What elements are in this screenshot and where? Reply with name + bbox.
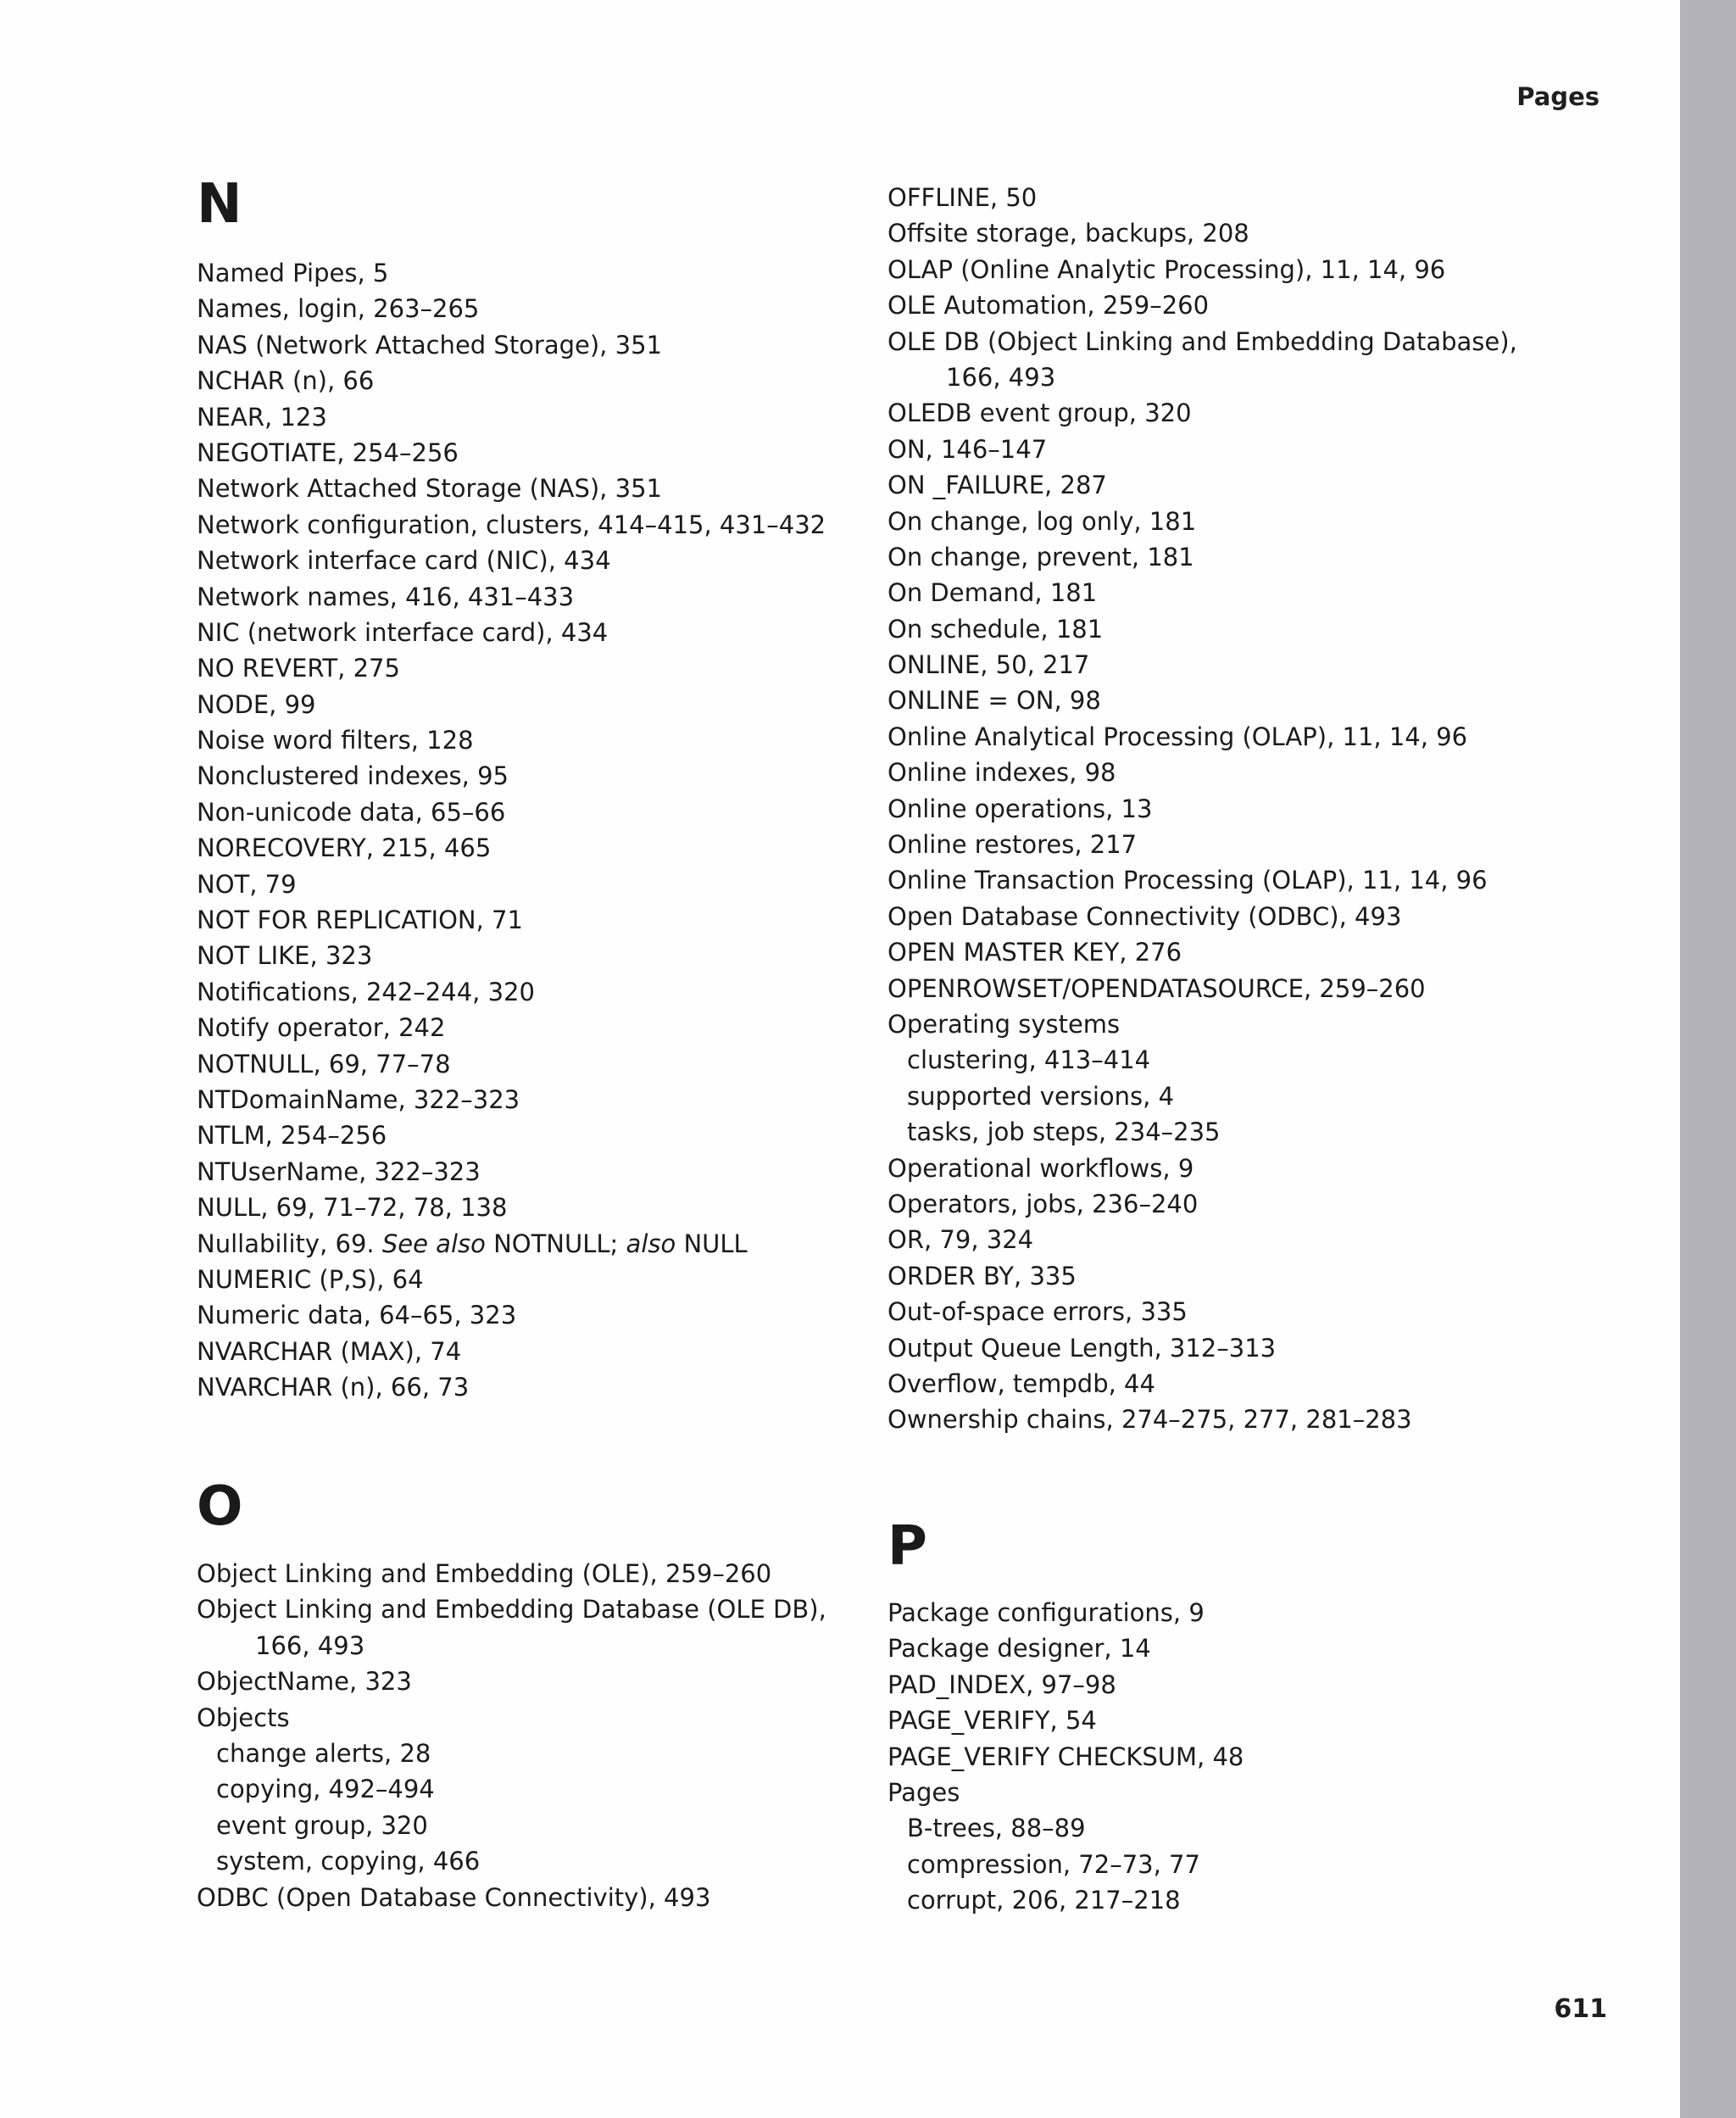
- index-entry: NCHAR (n), 66: [197, 366, 375, 396]
- index-entry: ORDER BY, 335: [887, 1261, 1077, 1290]
- index-entry: Network names, 416, 431–433: [197, 582, 575, 611]
- index-entry: NULL, 69, 71–72, 78, 138: [197, 1193, 508, 1223]
- index-entry: On change, log only, 181: [887, 506, 1197, 536]
- index-entry: Package configurations, 9: [887, 1598, 1205, 1627]
- index-entry: OLE Automation, 259–260: [887, 291, 1210, 320]
- index-entry: Object Linking and Embedding Database (OLE DB),: [197, 1595, 826, 1625]
- see-also-label: See also: [381, 1229, 486, 1258]
- index-entry: On Demand, 181: [887, 578, 1098, 608]
- index-entry: NVARCHAR (n), 66, 73: [197, 1373, 470, 1402]
- index-entry: ON _FAILURE, 287: [887, 471, 1107, 500]
- index-entry: Network Attached Storage (NAS), 351: [197, 474, 662, 504]
- section-letter-o: O: [197, 1475, 243, 1538]
- index-entry: NEGOTIATE, 254–256: [197, 438, 459, 467]
- index-entry: Nonclustered indexes, 95: [197, 761, 509, 791]
- index-entry: NTLM, 254–256: [197, 1121, 387, 1151]
- index-entry: OFFLINE, 50: [887, 183, 1038, 212]
- index-entry: On change, prevent, 181: [887, 542, 1194, 571]
- index-entry: OLE DB (Object Linking and Embedding Database),: [887, 326, 1517, 356]
- section-letter-p: P: [887, 1515, 927, 1578]
- cross-reference: NOTNULL;: [485, 1229, 626, 1258]
- index-entry: Overflow, tempdb, 44: [887, 1368, 1155, 1398]
- index-entry-nullability: [197, 1226, 892, 1262]
- cross-reference: NULL: [676, 1229, 748, 1258]
- index-entry: Open Database Connectivity (ODBC), 493: [887, 901, 1402, 931]
- index-entry: NO REVERT, 275: [197, 654, 400, 683]
- index-entry: ON, 146–147: [887, 434, 1048, 464]
- index-entry: Objects: [197, 1703, 290, 1732]
- index-entry: Online indexes, 98: [887, 758, 1116, 788]
- index-entry: Network interface card (NIC), 434: [197, 546, 611, 576]
- index-entry: Online Transaction Processing (OLAP), 11, 14, 96: [887, 866, 1488, 895]
- index-entry: ONLINE, 50, 217: [887, 650, 1090, 680]
- index-entry-continuation: 166, 493: [946, 362, 1056, 392]
- index-entry: NIC (network interface card), 434: [197, 617, 609, 647]
- index-entry: Online Analytical Processing (OLAP), 11, 14, 96: [887, 722, 1468, 751]
- index-entry: Pages: [887, 1777, 960, 1807]
- index-entry: PAGE_VERIFY CHECKSUM, 48: [887, 1742, 1244, 1771]
- section-n-entries: [197, 255, 892, 1406]
- index-entry-continuation: 166, 493: [255, 1630, 365, 1660]
- index-entry: NOTNULL, 69, 77–78: [197, 1049, 451, 1079]
- index-entry: OPEN MASTER KEY, 276: [887, 938, 1182, 967]
- index-entry: NTUserName, 322–323: [197, 1157, 481, 1186]
- nullability-text: Nullability, 69.: [197, 1229, 382, 1258]
- index-entry: Network configuration, clusters, 414–415, 431–432: [197, 510, 826, 539]
- index-entry: ObjectName, 323: [197, 1667, 412, 1697]
- section-o-entries-left: [197, 1556, 892, 1915]
- index-subentry: clustering, 413–414: [907, 1045, 1151, 1075]
- index-entry: Object Linking and Embedding (OLE), 259–260: [197, 1559, 772, 1588]
- index-entry: Noise word filters, 128: [197, 726, 474, 755]
- index-entry: Names, login, 263–265: [197, 294, 480, 324]
- index-subentry: event group, 320: [216, 1810, 428, 1840]
- index-entry: PAD_INDEX, 97–98: [887, 1669, 1116, 1699]
- index-subentry: copying, 492–494: [216, 1775, 435, 1804]
- index-entry: NORECOVERY, 215, 465: [197, 833, 492, 863]
- index-entry: NUMERIC (P,S), 64: [197, 1264, 424, 1294]
- index-entry: Out-of-space errors, 335: [887, 1297, 1188, 1327]
- index-entry: Output Queue Length, 312–313: [887, 1333, 1277, 1363]
- index-entry: NEAR, 123: [197, 402, 327, 432]
- section-o-entries-right: [887, 180, 1583, 1438]
- page-edge-strip: [1680, 0, 1736, 2118]
- index-subentry: tasks, job steps, 234–235: [907, 1118, 1221, 1147]
- index-entry: Notify operator, 242: [197, 1013, 446, 1043]
- section-letter-n: N: [197, 173, 242, 236]
- section-p-entries: [887, 1595, 1583, 1919]
- index-entry: OPENROWSET/OPENDATASOURCE, 259–260: [887, 973, 1426, 1003]
- page-number: 611: [1554, 1994, 1607, 2024]
- index-entry: Non-unicode data, 65–66: [197, 797, 506, 827]
- index-entry: Operating systems: [887, 1009, 1121, 1039]
- index-entry: Operational workflows, 9: [887, 1153, 1194, 1183]
- index-subentry: compression, 72–73, 77: [907, 1849, 1200, 1879]
- also-label: also: [626, 1229, 676, 1258]
- index-entry: OLAP (Online Analytic Processing), 11, 14, 96: [887, 254, 1446, 284]
- index-entry: NODE, 99: [197, 689, 316, 719]
- index-entry: Online restores, 217: [887, 830, 1138, 860]
- index-entry: PAGE_VERIFY, 54: [887, 1706, 1097, 1736]
- index-entry: OR, 79, 324: [887, 1225, 1034, 1255]
- index-entry: NAS (Network Attached Storage), 351: [197, 330, 662, 360]
- index-entry: Numeric data, 64–65, 323: [197, 1301, 517, 1330]
- index-entry: Operators, jobs, 236–240: [887, 1189, 1199, 1218]
- index-entry: OLEDB event group, 320: [887, 399, 1192, 428]
- index-entry: NOT LIKE, 323: [197, 941, 373, 971]
- index-subentry: corrupt, 206, 217–218: [907, 1886, 1181, 1915]
- index-subentry: system, copying, 466: [216, 1847, 481, 1876]
- index-entry: Notifications, 242–244, 320: [197, 977, 535, 1006]
- index-entry: ONLINE = ON, 98: [887, 686, 1101, 716]
- index-entry: NVARCHAR (MAX), 74: [197, 1336, 462, 1366]
- index-subentry: change alerts, 28: [216, 1738, 431, 1768]
- index-subentry: B-trees, 88–89: [907, 1814, 1086, 1843]
- index-entry: Ownership chains, 274–275, 277, 281–283: [887, 1405, 1412, 1435]
- index-entry: On schedule, 181: [887, 614, 1104, 644]
- index-entry: NTDomainName, 322–323: [197, 1084, 520, 1114]
- index-entry: Package designer, 14: [887, 1634, 1151, 1664]
- index-subentry: supported versions, 4: [907, 1081, 1175, 1111]
- index-entry: Named Pipes, 5: [197, 259, 389, 287]
- index-entry: NOT FOR REPLICATION, 71: [197, 906, 523, 935]
- index-entry: NOT, 79: [197, 869, 297, 899]
- index-entry: ODBC (Open Database Connectivity), 493: [197, 1882, 711, 1912]
- index-entry: Online operations, 13: [887, 794, 1153, 823]
- index-entry: Offsite storage, backups, 208: [887, 219, 1249, 248]
- running-head: Pages: [1516, 82, 1600, 111]
